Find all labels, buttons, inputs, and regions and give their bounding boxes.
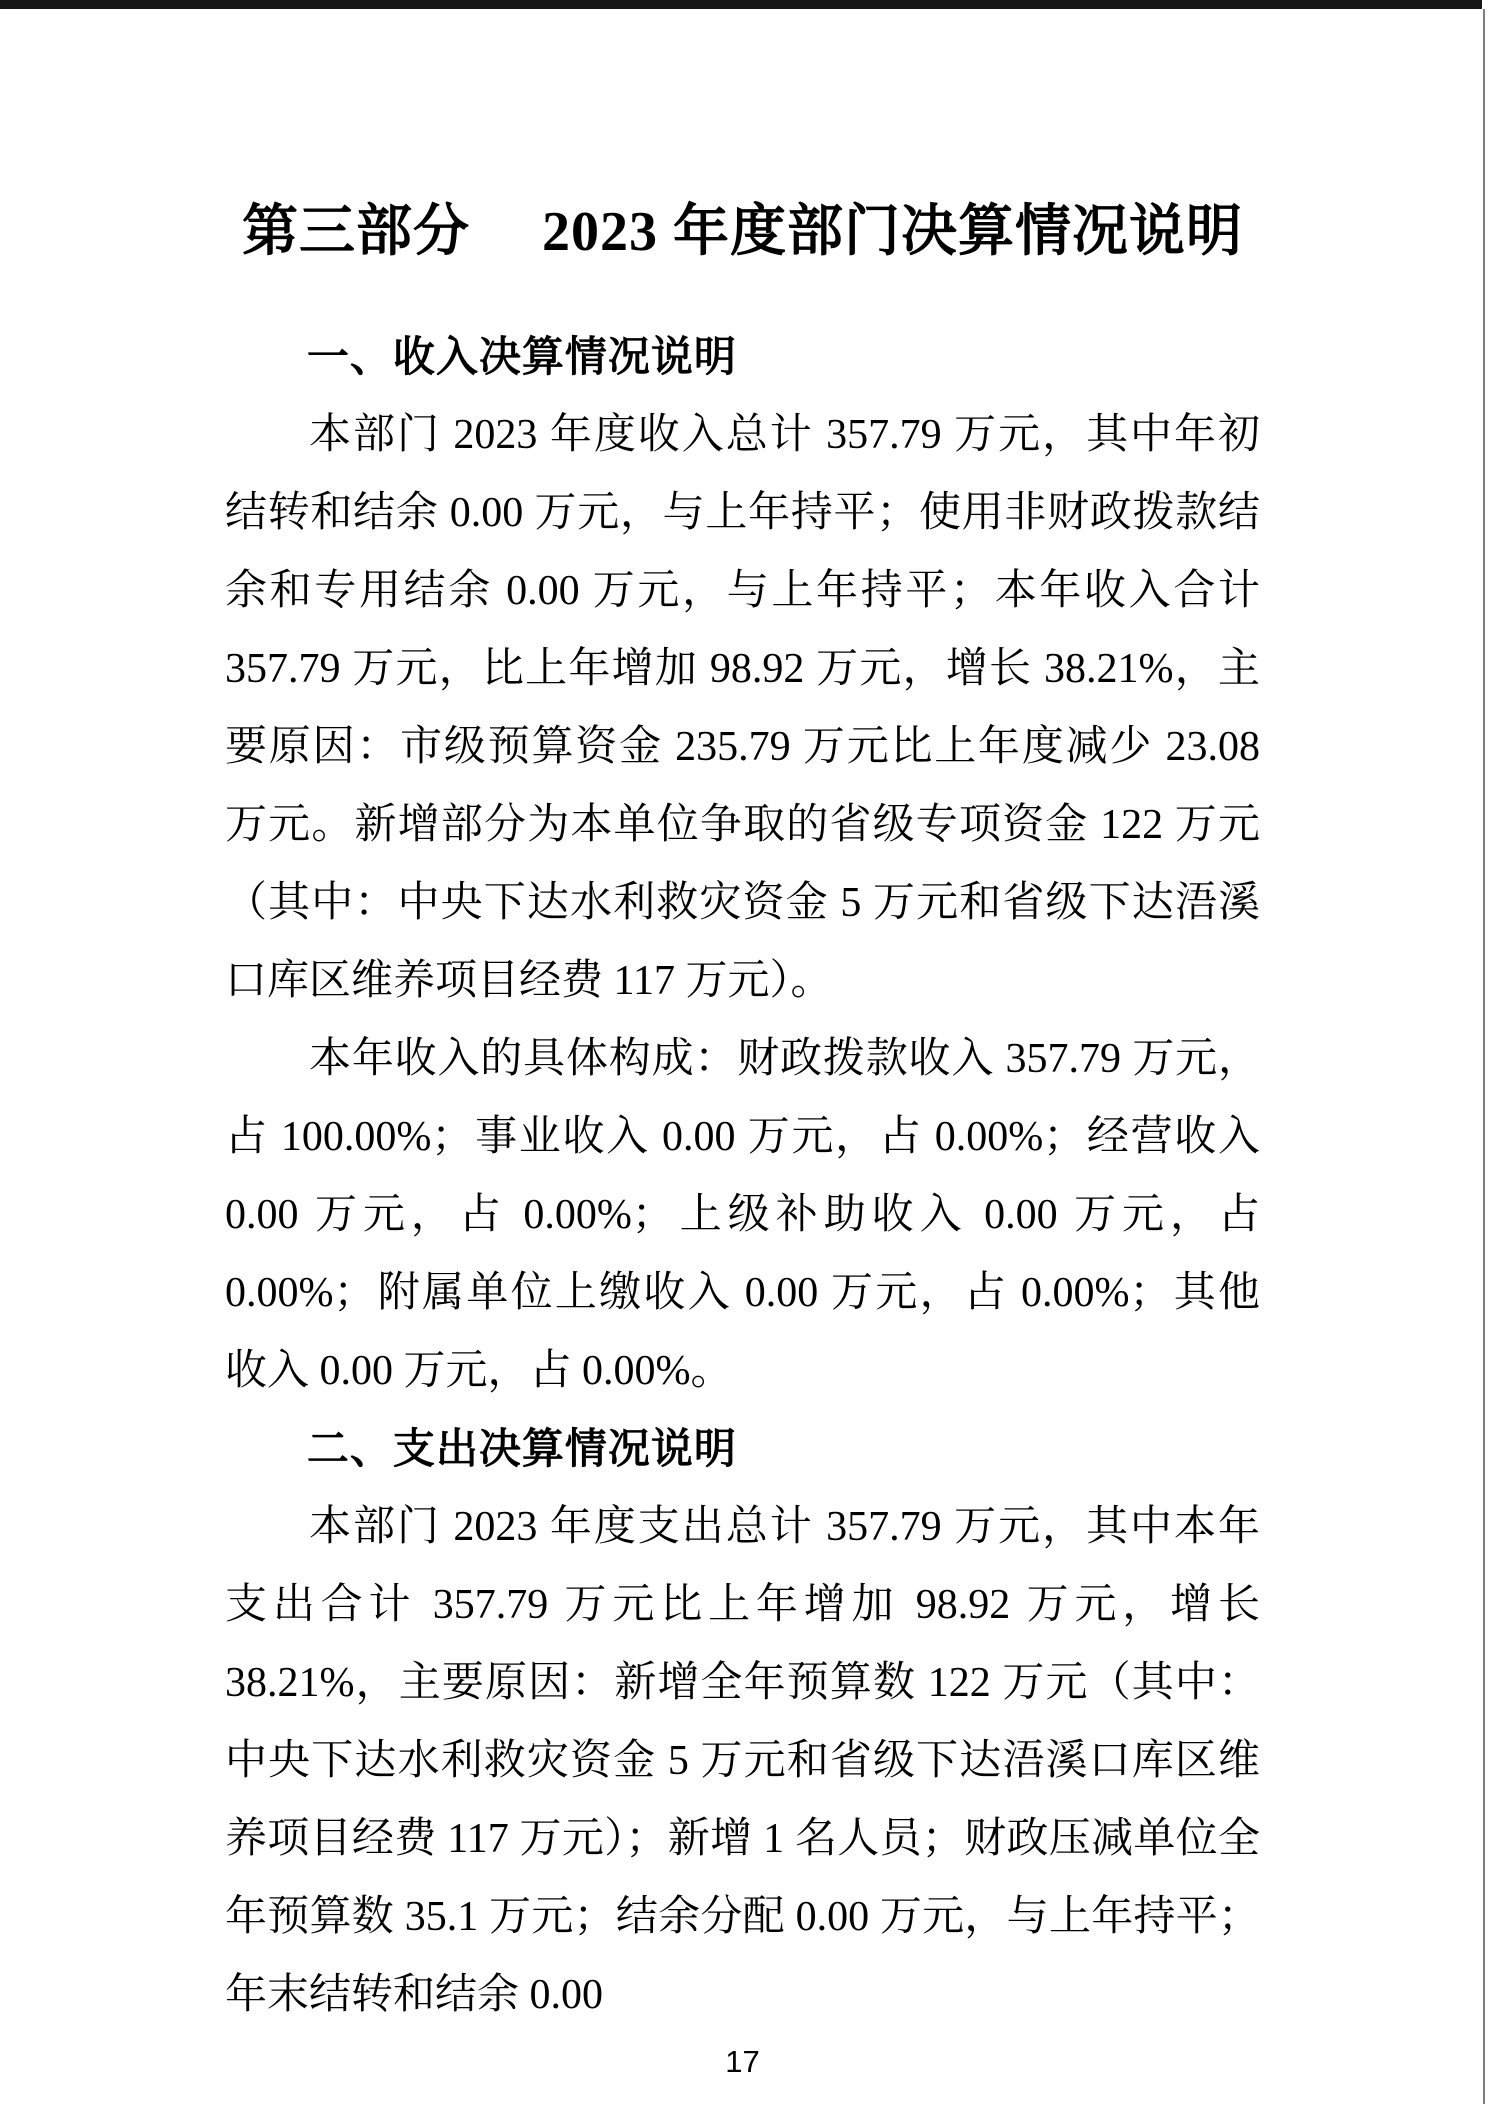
income-total-paragraph: 本部门 2023 年度收入总计 357.79 万元，其中年初结转和结余 0.00 万元，与上年持平；使用非财政拨款结余和专用结余 0.00 万元，与上年持平；本年收入合计 357.79 万元，比上年增加 98.92 万元，增长 38.21%，主要原因：市级预算资金 235.79 万元比上年度减少 23.08 万元。新增部分为本单位争取的省级专项资金 122 万元（其中：中央下达水利救灾资金 5 万元和省级下达浯溪口库区维养项目经费 117 万元）。 [225, 412, 1260, 1004]
section-expenditure-explanation [225, 1410, 1260, 2034]
income-composition-paragraph: 本年收入的具体构成：财政拨款收入 357.79 万元，占 100.00%；事业收入 0.00 万元，占 0.00%；经营收入 0.00 万元，占 0.00%；上级补助收入 0.00 万元，占 0.00%；附属单位上缴收入 0.00 万元，占 0.00%；其他收入 0.00 万元，占 0.00%。 [225, 1036, 1260, 1394]
section-expenditure-heading: 二、支出决算情况说明 [306, 1425, 737, 1472]
document-title: 第三部分 2023 年度部门决算情况说明 [242, 201, 1243, 263]
expenditure-total-paragraph: 本部门 2023 年度支出总计 357.79 万元，其中本年支出合计 357.79 万元比上年增加 98.92 万元，增长 38.21%，主要原因：新增全年预算数 122 万元（其中：中央下达水利救灾资金 5 万元和省级下达浯溪口库区维养项目经费 117 万元）；新增 1 名人员；财政压减单位全年预算数 35.1 万元；结余分配 0.00 万元，与上年持平；年末结转和结余 0.00 [225, 1504, 1260, 2018]
section-income-explanation [225, 318, 1260, 1410]
document-content [225, 0, 1260, 2082]
section-income-heading: 一、收入决算情况说明 [306, 333, 737, 380]
page-number: 17 [725, 2044, 760, 2079]
page-right-border [1483, 9, 1485, 2104]
